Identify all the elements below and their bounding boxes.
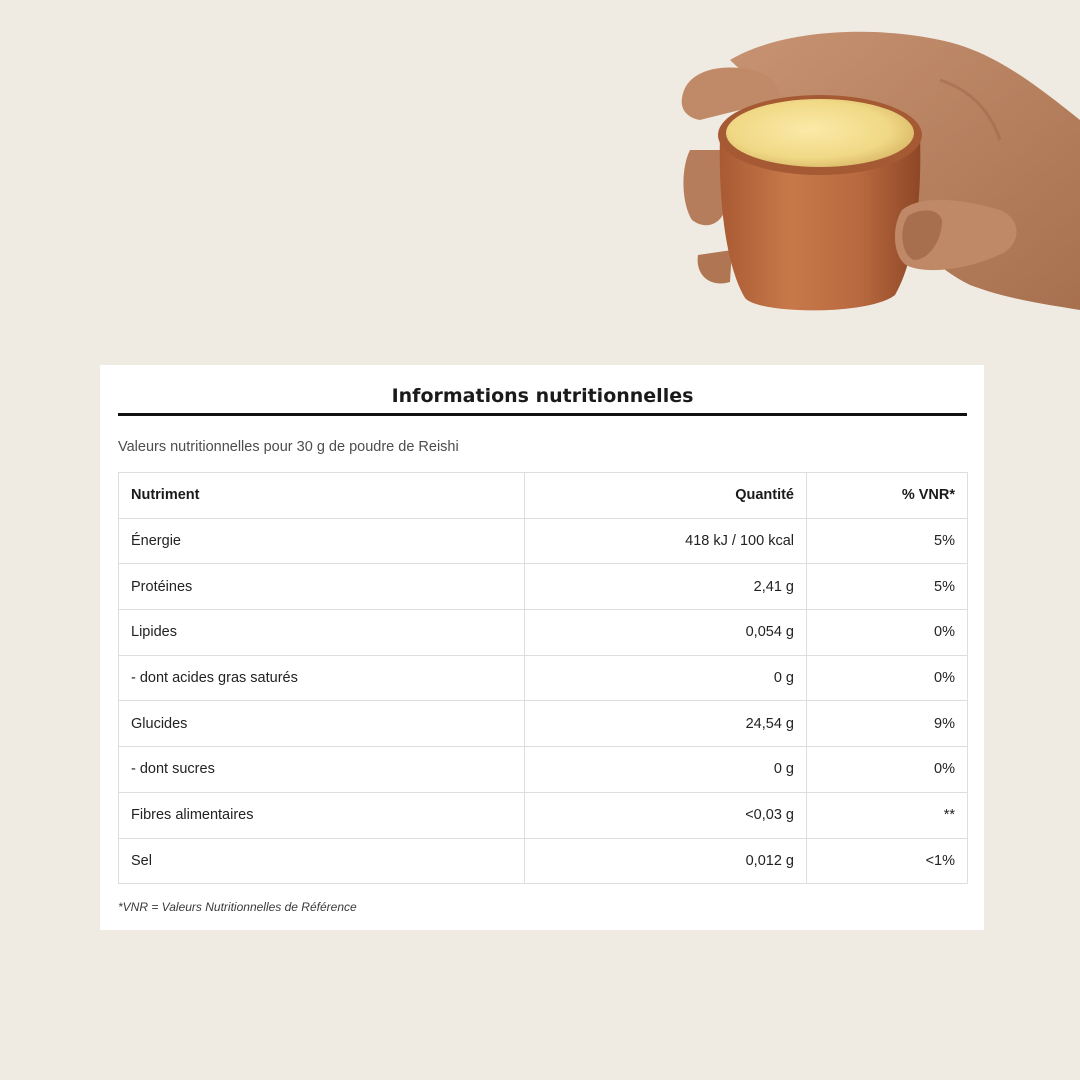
title-divider bbox=[118, 413, 967, 416]
nutrition-panel bbox=[100, 365, 984, 930]
nutrient-vnr: 5% bbox=[807, 564, 968, 610]
nutrient-name: Sel bbox=[119, 838, 525, 884]
vnr-footnote: *VNR = Valeurs Nutritionnelles de Référence bbox=[118, 900, 357, 914]
table-row bbox=[119, 655, 968, 701]
nutrient-name: Énergie bbox=[119, 518, 525, 564]
table-row bbox=[119, 838, 968, 884]
table-row bbox=[119, 518, 968, 564]
nutrient-name: Lipides bbox=[119, 610, 525, 656]
nutrient-vnr: ** bbox=[807, 792, 968, 838]
nutrient-name: - dont sucres bbox=[119, 747, 525, 793]
table-header-row bbox=[119, 473, 968, 519]
nutrient-name: Fibres alimentaires bbox=[119, 792, 525, 838]
nutrient-name: Glucides bbox=[119, 701, 525, 747]
nutrient-vnr: 5% bbox=[807, 518, 968, 564]
table-row bbox=[119, 792, 968, 838]
nutrient-name: - dont acides gras saturés bbox=[119, 655, 525, 701]
nutrition-panel-subtitle: Valeurs nutritionnelles pour 30 g de poudre de Reishi bbox=[118, 439, 459, 455]
nutrient-quantity: 0 g bbox=[525, 655, 807, 701]
table-row bbox=[119, 610, 968, 656]
nutrient-quantity: 418 kJ / 100 kcal bbox=[525, 518, 807, 564]
nutrient-vnr: 0% bbox=[807, 610, 968, 656]
nutrient-vnr: 0% bbox=[807, 747, 968, 793]
nutrient-quantity: 2,41 g bbox=[525, 564, 807, 610]
column-header-vnr: % VNR* bbox=[807, 473, 968, 519]
nutrient-quantity: 0,012 g bbox=[525, 838, 807, 884]
nutrient-quantity: 0,054 g bbox=[525, 610, 807, 656]
nutrition-panel-title: Informations nutritionnelles bbox=[391, 385, 694, 407]
nutrient-quantity: <0,03 g bbox=[525, 792, 807, 838]
column-header-quantity: Quantité bbox=[525, 473, 807, 519]
hand-holding-cup-image bbox=[670, 20, 1080, 330]
nutrition-table bbox=[118, 472, 968, 884]
nutrient-vnr: 9% bbox=[807, 701, 968, 747]
nutrient-quantity: 0 g bbox=[525, 747, 807, 793]
nutrient-vnr: 0% bbox=[807, 655, 968, 701]
column-header-nutrient: Nutriment bbox=[119, 473, 525, 519]
table-row bbox=[119, 747, 968, 793]
nutrient-vnr: <1% bbox=[807, 838, 968, 884]
table-row bbox=[119, 701, 968, 747]
table-row bbox=[119, 564, 968, 610]
nutrient-quantity: 24,54 g bbox=[525, 701, 807, 747]
nutrient-name: Protéines bbox=[119, 564, 525, 610]
